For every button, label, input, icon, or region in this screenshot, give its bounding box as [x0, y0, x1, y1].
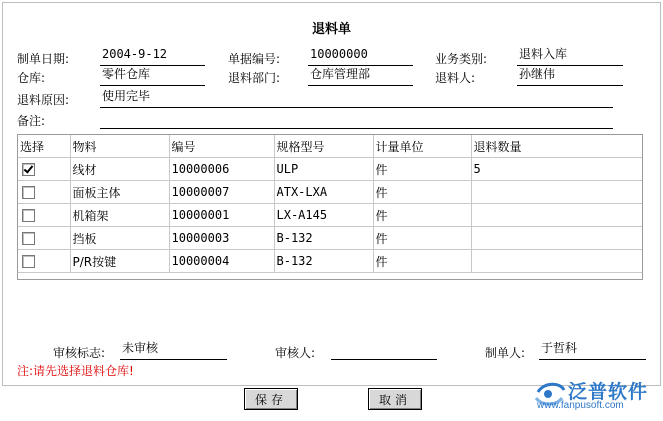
code-cell: 10000004: [169, 250, 274, 273]
person-label: 退料人:: [435, 71, 476, 85]
unit-cell: 件: [373, 250, 471, 273]
brand-url: www.fanpusoft.com: [537, 400, 624, 411]
qty-cell[interactable]: [471, 204, 642, 227]
reason-label: 退料原因:: [17, 93, 70, 107]
spec-cell: LX-A145: [274, 204, 373, 227]
select-cell: [18, 158, 70, 181]
code-cell: 10000007: [169, 181, 274, 204]
doc-no-label: 单据编号:: [228, 52, 281, 66]
col-header-code: 编号: [169, 135, 274, 158]
warning-note: 注:请先选择退料仓库!: [17, 364, 134, 378]
col-header-unit: 计量单位: [373, 135, 471, 158]
table-row: [18, 158, 642, 181]
save-button[interactable]: 保存: [244, 388, 298, 410]
doc-no-field[interactable]: 10000000: [308, 47, 413, 66]
table-row: [18, 227, 642, 250]
unit-cell: 件: [373, 181, 471, 204]
select-cell: [18, 227, 70, 250]
material-cell: 线材: [70, 158, 169, 181]
biz-type-field[interactable]: 退料入库: [517, 47, 623, 66]
select-cell: [18, 181, 70, 204]
auditor-field[interactable]: [331, 341, 437, 360]
audit-flag-field[interactable]: 未审核: [120, 341, 227, 360]
warehouse-field[interactable]: 零件仓库: [100, 67, 205, 86]
spec-cell: ATX-LXA: [274, 181, 373, 204]
unit-cell: 件: [373, 227, 471, 250]
qty-cell[interactable]: [471, 250, 642, 273]
person-field[interactable]: 孙继伟: [517, 67, 623, 86]
material-cell: P/R按键: [70, 250, 169, 273]
material-cell: 面板主体: [70, 181, 169, 204]
warehouse-label: 仓库:: [17, 71, 46, 85]
dept-field[interactable]: 仓库管理部: [308, 67, 413, 86]
col-header-qty: 退料数量: [471, 135, 642, 158]
remark-label: 备注:: [17, 114, 46, 128]
code-cell: 10000001: [169, 204, 274, 227]
audit-flag-label: 审核标志:: [53, 346, 106, 360]
row-checkbox[interactable]: [22, 163, 35, 176]
brand-name: 泛普软件: [568, 381, 649, 403]
material-cell: 机箱架: [70, 204, 169, 227]
col-header-select: 选择: [18, 135, 70, 158]
date-label: 制单日期:: [17, 52, 70, 66]
maker-field[interactable]: 于哲科: [539, 341, 646, 360]
maker-label: 制单人:: [485, 346, 526, 360]
spec-cell: B-132: [274, 227, 373, 250]
code-cell: 10000006: [169, 158, 274, 181]
unit-cell: 件: [373, 204, 471, 227]
cancel-button[interactable]: 取消: [368, 388, 422, 410]
row-checkbox[interactable]: [22, 232, 35, 245]
select-cell: [18, 250, 70, 273]
dept-label: 退料部门:: [228, 71, 281, 85]
unit-cell: 件: [373, 158, 471, 181]
spec-cell: B-132: [274, 250, 373, 273]
table-row: [18, 250, 642, 273]
auditor-label: 审核人:: [275, 346, 316, 360]
col-header-spec: 规格型号: [274, 135, 373, 158]
row-checkbox[interactable]: [22, 186, 35, 199]
table-header-row: [18, 135, 642, 158]
table-row: [18, 204, 642, 227]
form-title: 退料单: [311, 22, 351, 37]
remark-field[interactable]: [100, 110, 613, 129]
col-header-material: 物料: [70, 135, 169, 158]
material-grid: [17, 134, 643, 280]
qty-cell[interactable]: [471, 181, 642, 204]
material-table: [18, 135, 642, 273]
date-field[interactable]: 2004-9-12: [100, 47, 205, 66]
row-checkbox[interactable]: [22, 255, 35, 268]
reason-field[interactable]: 使用完毕: [100, 89, 613, 108]
biz-type-label: 业务类别:: [435, 52, 488, 66]
code-cell: 10000003: [169, 227, 274, 250]
select-cell: [18, 204, 70, 227]
table-row: [18, 181, 642, 204]
qty-cell[interactable]: [471, 227, 642, 250]
qty-cell[interactable]: 5: [471, 158, 642, 181]
material-cell: 挡板: [70, 227, 169, 250]
spec-cell: ULP: [274, 158, 373, 181]
row-checkbox[interactable]: [22, 209, 35, 222]
